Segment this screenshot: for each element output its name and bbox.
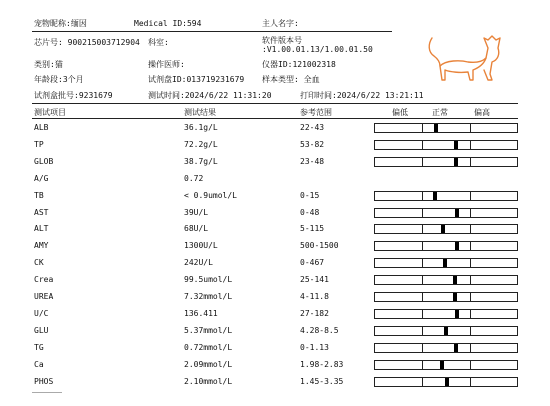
range-divider <box>422 327 423 335</box>
reference-range: 0-48 <box>300 207 320 217</box>
table-divider-top <box>32 103 518 104</box>
test-item-name: Crea <box>34 275 54 285</box>
test-result-value: 1300U/L <box>184 241 218 251</box>
test-result-value: < 0.9umol/L <box>184 190 237 200</box>
table-divider-header <box>32 118 518 119</box>
reference-range: 25-141 <box>300 275 329 285</box>
test-item-name: PHOS <box>34 376 54 386</box>
result-marker <box>455 242 459 250</box>
range-divider <box>422 242 423 250</box>
result-marker <box>443 259 447 267</box>
test-result-value: 68U/L <box>184 224 209 234</box>
test-result-value: 2.10mmol/L <box>184 376 233 386</box>
result-marker <box>455 209 459 217</box>
range-divider <box>470 124 471 132</box>
col-low: 偏低 <box>392 108 408 117</box>
range-divider <box>422 378 423 386</box>
range-divider <box>470 276 471 284</box>
reference-range: 4-11.8 <box>300 292 329 301</box>
owner-name-label: 主人名字: <box>262 19 299 28</box>
test-result-value: 5.37mmol/L <box>184 325 233 335</box>
range-divider <box>470 293 471 301</box>
sample-type: 样本类型: 全血 <box>262 75 320 84</box>
reference-range: 0-467 <box>300 258 325 268</box>
medical-id: Medical ID:594 <box>134 19 202 28</box>
range-divider <box>422 209 423 217</box>
range-indicator-bar <box>374 360 518 370</box>
range-divider <box>470 344 471 352</box>
test-item-name: AST <box>34 207 49 217</box>
reference-range: 1.45-3.35 <box>300 376 344 386</box>
footer-mark <box>32 392 62 393</box>
result-marker <box>434 124 438 132</box>
test-item-name: GLU <box>34 325 49 335</box>
result-marker <box>453 276 457 284</box>
range-divider <box>422 141 423 149</box>
range-divider <box>470 378 471 386</box>
test-item-name: TG <box>34 342 44 352</box>
reference-range: 500-1500 <box>300 241 339 251</box>
result-marker <box>454 158 458 166</box>
range-indicator-bar <box>374 326 518 336</box>
range-divider <box>470 242 471 250</box>
range-indicator-bar <box>374 275 518 285</box>
range-divider <box>422 124 423 132</box>
software-version-label: 软件版本号 <box>262 36 302 45</box>
col-test-item: 测试项目 <box>34 108 66 117</box>
range-divider <box>422 293 423 301</box>
result-marker <box>453 293 457 301</box>
result-marker <box>454 344 458 352</box>
range-divider <box>470 327 471 335</box>
reagent-batch: 试剂盒批号:9231679 <box>34 91 113 100</box>
species-label: 类别:猫 <box>34 60 63 69</box>
header-divider-top <box>32 31 392 32</box>
test-result-value: 36.1g/L <box>184 123 218 132</box>
range-divider <box>422 276 423 284</box>
reference-range: 23-48 <box>300 156 325 166</box>
software-version-value: :V1.00.01.13/1.00.01.50 <box>262 45 373 54</box>
test-result-value: 0.72 <box>184 173 204 183</box>
test-result-value: 0.72mmol/L <box>184 342 233 352</box>
test-result-value: 242U/L <box>184 258 213 268</box>
test-result-value: 38.7g/L <box>184 156 218 166</box>
range-divider <box>422 259 423 267</box>
chip-number: 芯片号: 900215003712904 <box>34 38 140 47</box>
test-item-name: TB <box>34 190 44 200</box>
test-item-name: U/C <box>34 308 49 318</box>
reagent-disk-id: 试剂盘ID:013719231679 <box>148 75 245 84</box>
range-divider <box>470 209 471 217</box>
result-marker <box>440 361 444 369</box>
range-divider <box>422 361 423 369</box>
col-reference: 参考范围 <box>300 108 332 117</box>
range-indicator-bar <box>374 140 518 150</box>
age-label: 年龄段:3个月 <box>34 75 84 84</box>
range-divider <box>470 259 471 267</box>
department-label: 科室: <box>148 38 169 47</box>
col-normal: 正常 <box>432 108 448 117</box>
result-marker <box>441 225 445 233</box>
test-item-name: TP <box>34 139 44 149</box>
range-divider <box>470 141 471 149</box>
col-result: 测试结果 <box>184 108 216 117</box>
reference-range: 1.98-2.83 <box>300 359 344 369</box>
range-indicator-bar <box>374 157 518 167</box>
col-high: 偏高 <box>474 108 490 117</box>
range-indicator-bar <box>374 191 518 201</box>
range-indicator-bar <box>374 258 518 268</box>
range-indicator-bar <box>374 123 518 133</box>
reference-range: 4.28-8.5 <box>300 325 339 335</box>
range-divider <box>470 225 471 233</box>
test-result-value: 72.2g/L <box>184 139 218 149</box>
test-item-name: ALB <box>34 123 49 132</box>
instrument-id: 仪器ID:121002318 <box>262 60 336 69</box>
range-indicator-bar <box>374 208 518 218</box>
range-indicator-bar <box>374 292 518 302</box>
result-marker <box>444 327 448 335</box>
test-result-value: 99.5umol/L <box>184 275 233 285</box>
reference-range: 0-15 <box>300 190 320 200</box>
test-item-name: A/G <box>34 173 49 183</box>
range-divider <box>470 361 471 369</box>
reference-range: 5-115 <box>300 224 325 234</box>
range-indicator-bar <box>374 224 518 234</box>
test-result-value: 7.32mmol/L <box>184 292 233 301</box>
range-indicator-bar <box>374 241 518 251</box>
range-divider <box>470 310 471 318</box>
test-item-name: UREA <box>34 292 54 301</box>
result-marker <box>433 192 437 200</box>
reference-range: 22-43 <box>300 123 325 132</box>
range-divider <box>422 344 423 352</box>
range-divider <box>422 225 423 233</box>
result-marker <box>445 378 449 386</box>
pet-name-label: 宠物昵称:缅因 <box>34 19 87 28</box>
range-indicator-bar <box>374 377 518 387</box>
test-result-value: 39U/L <box>184 207 209 217</box>
test-time: 测试时间:2024/6/22 11:31:20 <box>148 91 272 100</box>
result-marker <box>455 310 459 318</box>
range-indicator-bar <box>374 343 518 353</box>
range-divider <box>422 158 423 166</box>
test-item-name: ALT <box>34 224 49 234</box>
range-divider <box>422 192 423 200</box>
reference-range: 0-1.13 <box>300 342 329 352</box>
range-divider <box>470 158 471 166</box>
range-divider <box>422 310 423 318</box>
test-item-name: GLOB <box>34 156 54 166</box>
test-item-name: AMY <box>34 241 49 251</box>
reference-range: 27-182 <box>300 308 329 318</box>
range-indicator-bar <box>374 309 518 319</box>
test-item-name: Ca <box>34 359 44 369</box>
operator-label: 操作医师: <box>148 60 185 69</box>
test-result-value: 2.09mmol/L <box>184 359 233 369</box>
range-divider <box>470 192 471 200</box>
print-time: 打印时间:2024/6/22 13:21:11 <box>300 91 424 100</box>
test-result-value: 136.411 <box>184 308 218 318</box>
cat-logo-icon <box>426 30 508 86</box>
result-marker <box>454 141 458 149</box>
reference-range: 53-82 <box>300 139 325 149</box>
test-item-name: CK <box>34 258 44 268</box>
